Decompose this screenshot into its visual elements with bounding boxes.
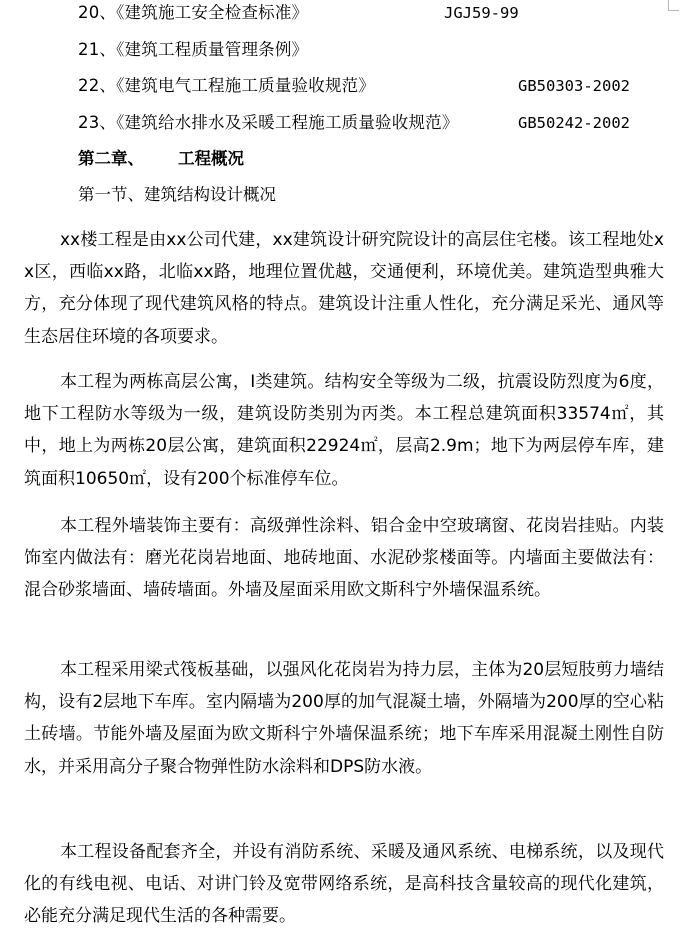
section-heading: 第一节、建筑结构设计概况 [78,185,276,204]
reference-code-20: JGJ59-99 [444,4,519,22]
reference-code-22: GB50303-2002 [518,77,630,95]
paragraph-overview: xx楼工程是由xx公司代建，xx建筑设计研究院设计的高层住宅楼。该工程地处xx区，西临xx路，北临xx路，地理位置优越，交通便利，环境优美。建筑造型典雅大方，充分体现了现代建筑风格的特点。建筑设计注重人性化，充分满足采光、通风等生态居住环境的各项要求。 [24,230,664,347]
paragraph-structure: 本工程采用梁式筏板基础，以强风化花岗岩为持力层，主体为20层短肢剪力墙结构，设有2层地下车库。室内隔墙为200厚的加气混凝土墙，外隔墙为200厚的空心粘土砖墙。节能外墙及屋面为欧文斯科宁外墙保温系统；地下车库采用混凝土刚性自防水，并采用高分子聚合物弹性防水涂料和DPS防水液。 [24,660,664,777]
page-corner-mark [668,0,679,11]
reference-item-21: 21、《建筑工程质量管理条例》 [78,40,309,59]
paragraph-equipment: 本工程设备配套齐全，并设有消防系统、采暖及通风系统、电梯系统，以及现代化的有线电视、电话、对讲门铃及宽带网络系统，是高科技含量较高的现代化建筑，必能充分满足现代生活的各种需要。 [24,842,664,927]
reference-item-20: 20、《建筑施工安全检查标准》 [78,3,309,22]
chapter-number: 第二章、 [78,149,144,168]
chapter-title: 工程概况 [178,149,244,168]
chapter-heading [78,148,244,170]
paragraph-building-class: 本工程为两栋高层公寓，Ⅰ类建筑。结构安全等级为二级，抗震设防烈度为6度，地下工程防水等级为一级，建筑设防类别为丙类。本工程总建筑面积33574㎡，其中，地上为两栋20层公寓，建筑面积22924㎡，层高2.9m；地下为两层停车库，建筑面积10650㎡，设有200个标准停车位。 [24,372,664,489]
reference-item-22: 22、《建筑电气工程施工质量验收规范》 [78,76,376,95]
paragraph-decoration: 本工程外墙装饰主要有：高级弹性涂料、铝合金中空玻璃窗、花岗岩挂贴。内装饰室内做法有：磨光花岗岩地面、地砖地面、水泥砂浆楼面等。内墙面主要做法有：混合砂浆墙面、墙砖墙面。外墙及屋面采用欧文斯科宁外墙保温系统。 [24,516,664,601]
reference-item-23: 23、《建筑给水排水及采暖工程施工质量验收规范》 [78,113,459,132]
reference-code-23: GB50242-2002 [518,114,630,132]
